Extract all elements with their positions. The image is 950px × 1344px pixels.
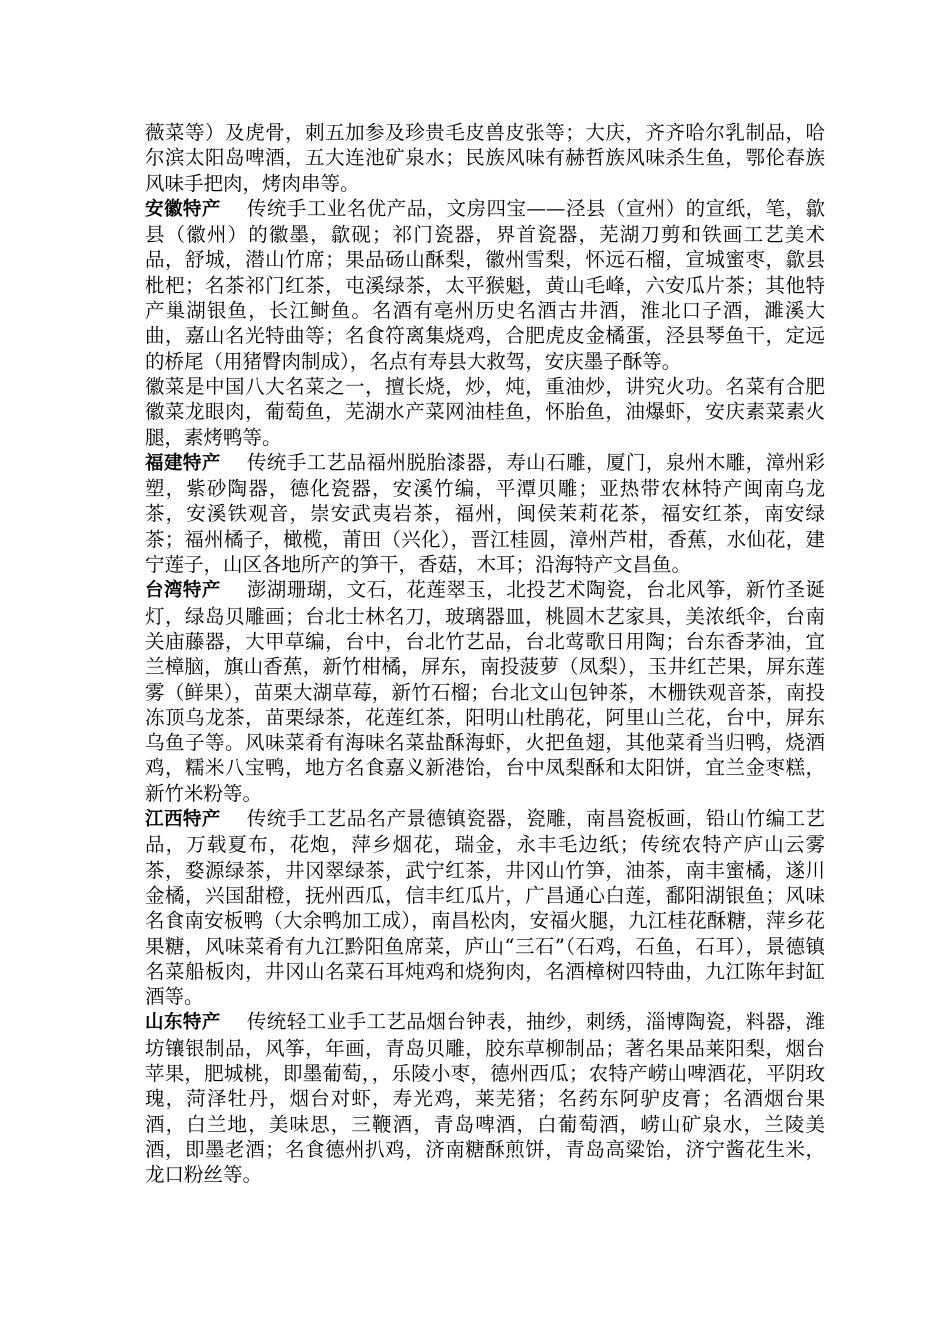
section-text-anhui: 传统手工业名优产品，文房四宝——泾县（宣州）的宣纸，笔，歙县（徽州）的徽墨，歙砚；祁门瓷器，界首瓷器，芜湖刀剪和铁画工艺美术品，舒城，潜山竹席；果品砀山酥梨，徽州雪梨，怀远石榴，宣城蜜枣，歙县枇杷；名茶祁门红茶，屯溪绿茶，太平猴魁，黄山毛峰，六安瓜片茶；其他特产巢湖银鱼，长江鲥鱼。名酒有亳州历史名酒古井酒，淮北口子酒，濉溪大曲，嘉山名光特曲等；名食符离集烧鸡，合肥虎皮金橘蛋，泾县琴鱼干，定远的桥尾（用猪臀肉制成），名点有寿县大救驾，安庆墨子酥等。: [145, 196, 825, 373]
section-label-taiwan: 台湾特产: [145, 580, 221, 602]
section-anhui: [145, 196, 825, 374]
section-jiangxi: [145, 806, 825, 1009]
section-label-jiangxi: 江西特产: [145, 809, 221, 831]
section-text-shandong: 传统轻工业手工艺品烟台钟表，抽纱，刺绣，淄博陶瓷，料器，潍坊镶银制品，风筝，年画，青岛贝雕，胶东草柳制品；著名果品莱阳梨，烟台苹果，肥城桃，即墨葡萄，，乐陵小枣，德州西瓜；农特产崂山啤酒花，平阴玫瑰，菏泽牡丹，烟台对虾，寿光鸡，莱芜猪；名药东阿驴皮膏；名酒烟台果酒，白兰地，美味思，三鞭酒，青岛啤酒，白葡萄酒，崂山矿泉水，兰陵美酒，即墨老酒；名食德州扒鸡，济南糖酥煎饼，青岛高粱饴，济宁酱花生米，龙口粉丝等。: [145, 1010, 825, 1187]
section-text-hui-cuisine: 徽菜是中国八大名菜之一，擅长烧，炒，炖，重油炒，讲究火功。名菜有合肥徽菜龙眼肉，葡萄鱼，芜湖水产菜网油桂鱼，怀胎鱼，油爆虾，安庆素菜素火腿，素烤鸭等。: [145, 374, 825, 449]
section-text-taiwan: 澎湖珊瑚，文石，花莲翠玉，北投艺术陶瓷，台北风筝，新竹圣诞灯，绿岛贝雕画；台北士林名刀，玻璃器皿，桃圆木艺家具，美浓纸伞，台南关庙藤器，大甲草编，台中，台北竹艺品，台北莺歌日用陶；台东香茅油，宜兰樟脑，旗山香蕉，新竹柑橘，屏东，南投菠萝（凤梨），玉井红芒果，屏东莲雾（鲜果），苗栗大湖草莓，新竹石榴；台北文山包钟茶，木栅铁观音茶，南投冻顶乌龙茶，苗栗绿茶，花莲红茶，阳明山杜鹃花，阿里山兰花，台中，屏东乌鱼子等。风味菜肴有海味名菜盐酥海虾，火把鱼翅，其他菜肴当归鸭，烧酒鸡，糯米八宝鸭，地方名食嘉义新港饴，台中凤梨酥和太阳饼，宜兰金枣糕，新竹米粉等。: [145, 578, 825, 805]
section-label-shandong: 山东特产: [145, 1012, 221, 1034]
document-body: [145, 120, 825, 1187]
section-text-fujian: 传统手工艺品福州脱胎漆器，寿山石雕，厦门，泉州木雕，漳州彩塑，紫砂陶器，德化瓷器，安溪竹编，平潭贝雕；亚热带农林特产闽南乌龙茶，安溪铁观音，崇安武夷岩茶，福州，闽侯茉莉花茶，福安红茶，南安绿茶；福州橘子，橄榄，莆田（兴化），晋江桂圆，漳州芦柑，香蕉，水仙花，建宁莲子，山区各地所产的笋干，香菇，木耳；沿海特产文昌鱼。: [145, 450, 825, 577]
section-hui-cuisine: [145, 374, 825, 450]
section-taiwan: [145, 577, 825, 806]
intro-paragraph: 薇菜等）及虎骨，刺五加参及珍贵毛皮兽皮张等；大庆，齐齐哈尔乳制品，哈尔滨太阳岛啤酒，五大连池矿泉水；民族风味有赫哲族风味杀生鱼，鄂伦春族风味手把肉，烤肉串等。: [145, 121, 825, 195]
section-text-jiangxi: 传统手工艺品名产景德镇瓷器，瓷雕，南昌瓷板画，铅山竹编工艺品，万载夏布，花炮，萍乡烟花，瑞金，永丰毛边纸；传统农特产庐山云雾茶，婺源绿茶，井冈翠绿茶，武宁红茶，井冈山竹笋，油茶，南丰蜜橘，遂川金橘，兴国甜橙，抚州西瓜，信丰红瓜片，广昌通心白莲，鄱阳湖银鱼；风味名食南安板鸭（大余鸭加工成），南昌松肉，安福火腿，九江桂花酥糖，萍乡花果糖，风味菜肴有九江黔阳鱼席菜，庐山“三石”（石鸡，石鱼，石耳），景德镇名菜船板肉，井冈山名菜石耳炖鸡和烧狗肉，名酒樟树四特曲，九江陈年封缸酒等。: [145, 807, 825, 1009]
section-shandong: [145, 1009, 825, 1187]
section-label-anhui: 安徽特产: [145, 198, 221, 220]
section-fujian: [145, 450, 825, 577]
section-label-fujian: 福建特产: [145, 452, 221, 474]
